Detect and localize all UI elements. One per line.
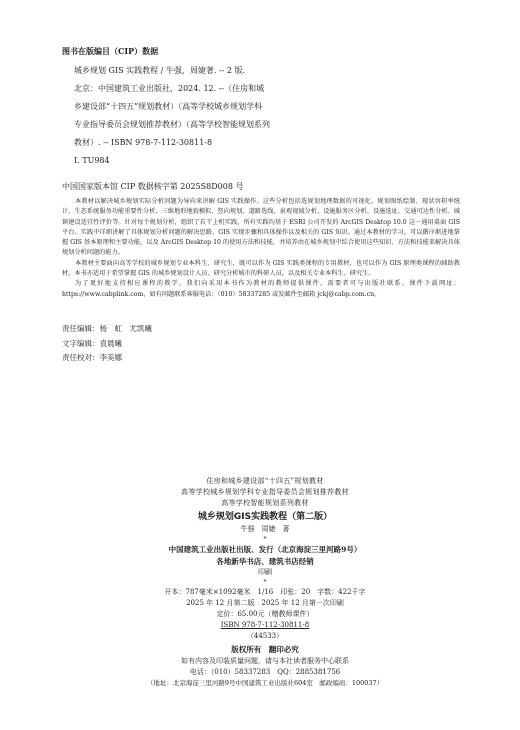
editor-names: 杨 虹 尤凯曦 bbox=[99, 324, 152, 333]
distributor-line: 各地新华书店、建筑书店经销 bbox=[216, 556, 314, 566]
editor-row bbox=[62, 337, 152, 352]
editor-row bbox=[62, 322, 152, 337]
printer-line: 印刷 bbox=[258, 568, 272, 576]
cip-line: 专业指导委员会规划推荐教材）（高等学校智能规划系列 bbox=[74, 120, 270, 129]
cip-line: 北京：中国建筑工业出版社，2024. 12. --（住房和城 bbox=[74, 84, 265, 93]
book-authors: 牛强 周婕 著 bbox=[240, 525, 290, 533]
editor-role: 责任编辑： bbox=[62, 324, 100, 333]
editor-role: 责任校对： bbox=[62, 353, 100, 362]
cip-block bbox=[62, 42, 462, 196]
phone-line: 电话：（010）58337283 QQ：2885381756 bbox=[189, 668, 341, 676]
cip-heading: 图书在版编目（CIP）数据 bbox=[62, 46, 159, 56]
cip-line: 乡建设部“十四五”规划教材）（高等学校城乡规划学科 bbox=[74, 102, 263, 111]
series-line: 高等学校城乡规划学科专业指导委员会规划推荐教材 bbox=[181, 488, 349, 496]
cip-line: 教材）. -- ISBN 978-7-112-30811-8 bbox=[74, 138, 213, 147]
editor-credits bbox=[62, 322, 152, 366]
colophon bbox=[90, 476, 440, 689]
summary-paragraph: 本教材以解决城乡规划实际分析问题为导向来讲解 GIS 实践操作。这些分析包括选规划地理数据的可视化、规划图纸绘制、现状容积率统计、生态系统服务功能重要性分析、三维地形地貌模拟、竖向规划、道路选线、景观视域分析、设施服务区分析、设施选址、交通可达性分析、城镇建设适宜性评价等。针对每个规划分析，组织了若干上机实践，所有实践均基于 ESRI 公司开发的 ArcGIS Desktop 10.0 这一通用桌面 GIS 平台。实践中详细讲解了具体规划分析问题的解决思路、GIS 实现步骤和具体操作以及相关的 GIS 知识。通过本教材的学习，可以循序渐进地掌握 GIS 基本原理和主要功能，以及 ArcGIS Desktop 10 的使用方法和技能，并培养由在城乡规划中综合使用这些知识、方法和技能来解决具体规划分析问题的能力。 bbox=[62, 198, 460, 257]
series-line: 高等学校智能规划系列教材 bbox=[221, 499, 309, 507]
cip-classification: Ⅰ. TU984 bbox=[74, 156, 110, 165]
quality-line: 如有内容及印装质量问题，请与本社读者服务中心联系 bbox=[181, 657, 349, 665]
specs-line: 开本：787毫米×1092毫米 1/16 印张：20 字数：422千字 bbox=[164, 588, 366, 596]
cip-line: 城乡规划 GIS 实践教程 / 牛强，周婕著. -- 2 版. bbox=[74, 66, 246, 75]
edition-line: 2025 年 12 月第二版 2025 年 12 月第一次印刷 bbox=[186, 599, 344, 607]
price-line: 定价：65.00元（赠教师课件） bbox=[216, 610, 314, 618]
book-summary bbox=[62, 197, 460, 300]
separator-star: * bbox=[263, 536, 267, 543]
publisher-line: 中国建筑工业出版社出版、发行（北京海淀三里河路9号） bbox=[168, 545, 362, 554]
rights-line: 版权所有 翻印必究 bbox=[231, 645, 299, 654]
summary-paragraph: 为了更好地支持相应课程的教学，我们向采用本书作为教材的教师提供课件，需要者可与出版社联系。课件下载网址：https://www.cabplink.com，如有问题联系客服电话：（010）58337285 或发邮件至邮箱 jckj@cabp.com.cn。 bbox=[62, 280, 460, 298]
editor-names: 李美娜 bbox=[99, 353, 122, 362]
separator-star: * bbox=[263, 579, 267, 586]
summary-paragraph: 本教材主要面向高等学校的城乡规划专业本科生、研究生，既可以作为 GIS 实践类课程的专用教材，也可以作为 GIS 原理类课程的辅助教材。本书亦适用于希望掌握 GIS 的城乡规划设计人员、研究分析城市的科研人员，以及相关专业本科生、研究生。 bbox=[62, 259, 460, 278]
address-line: （地址：北京海淀三里河路9号中国建筑工业出版社604室 邮政编码：100037） bbox=[146, 679, 384, 687]
cip-number: 中国国家版本馆 CIP 数据核字第 2025S8D008 号 bbox=[62, 182, 244, 191]
editor-names: 袁晨曦 bbox=[99, 338, 122, 348]
series-line: 住房和城乡建设部“十四五”规划教材 bbox=[206, 477, 324, 485]
book-title: 城乡规划GIS实践教程（第二版） bbox=[197, 512, 333, 522]
editor-row bbox=[62, 351, 152, 366]
isbn-line: ISBN 978-7-112-30811-8 bbox=[220, 621, 310, 629]
stock-number: （44533） bbox=[246, 632, 284, 640]
editor-role: 文字编辑： bbox=[62, 338, 100, 348]
